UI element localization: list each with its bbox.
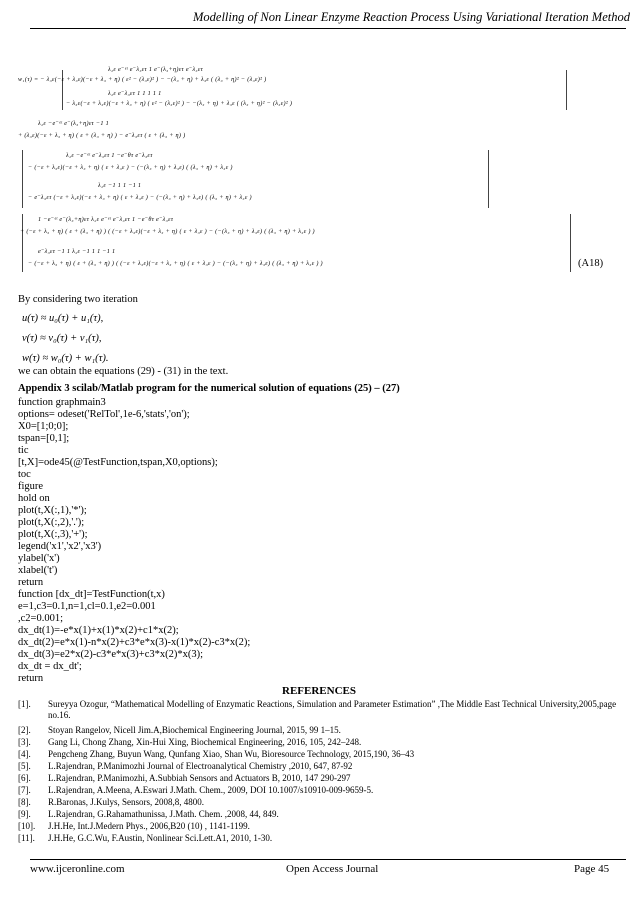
math-line: λ₂ε −e⁻ᵉᵗ e⁻λ₃ετ 1 −e⁻θτ e⁻λ₃ετ <box>66 152 153 159</box>
page-header-title: Modelling of Non Linear Enzyme Reaction Process Using Variational Iteration Method <box>193 10 630 24</box>
code-line: xlabel('t') <box>18 565 58 576</box>
bracket-right-2 <box>488 150 489 208</box>
reference-number: [6]. <box>18 773 31 783</box>
code-line: tic <box>18 445 29 456</box>
code-line: tspan=[0,1]; <box>18 433 70 444</box>
code-line: options= odeset('RelTol',1e-6,'stats','on'); <box>18 409 190 420</box>
equation-a18-block <box>18 64 574 276</box>
reference-text: L.Rajendran, G.Rahamathunissa, J.Math. Chem. ,2008, 44, 849. <box>48 809 279 819</box>
math-line: λ₂ε e⁻λ₃ετ 1 1 1 1 1 <box>108 90 162 97</box>
equation-w: w(τ) ≈ w₀(τ) + w₁(τ). <box>22 353 109 364</box>
reference-text: L.Rajendran, P.Manimozhi Journal of Electroanalytical Chemistry ,2010, 647, 87-92 <box>48 761 353 771</box>
reference-text: Gang Li, Chong Zhang, Xin-Hui Xing, Biochemical Engineering, 2016, 105, 242–248. <box>48 737 362 747</box>
equation-u: u(τ) ≈ u₀(τ) + u₁(τ), <box>22 313 104 324</box>
paragraph-text: we can obtain the equations (29) - (31) in the text. <box>18 366 229 377</box>
code-line: dx_dt(1)=-e*x(1)+x(1)*x(2)+c1*x(2); <box>18 625 179 636</box>
reference-number: [4]. <box>18 749 31 759</box>
paragraph-text: By considering two iteration <box>18 294 138 305</box>
math-line: − λ₃ε(−ε + λ₃ε)(−ε + λ₃ + η) ( ε² − (λ₃ε)² ) − −(λ₃ + η) + λ₃ε ( (λ₃ + η)² − (λ₃ε)² ) <box>66 100 293 107</box>
reference-text: J.H.He, Int.J.Medern Phys., 2006,B20 (10) , 1141-1199. <box>48 821 250 831</box>
reference-number: [8]. <box>18 797 31 807</box>
reference-text: J.H.He, G.C.Wu, F.Austin, Nonlinear Sci.Lett.A1, 2010, 1-30. <box>48 833 273 843</box>
math-line: λ₂ε −e⁻ᵉᵗ e⁻(λ₃+η)ετ −1 1 <box>38 120 110 127</box>
code-line: function graphmain3 <box>18 397 106 408</box>
math-line: − (−ε + λ₃ + η) ( ε + (λ₃ + η) ) ( (−ε + λ₃ε)(−ε + λ₃ + η) ( ε + λ₃ε ) − (−(λ₃ + η) + λ₃ε) ( (λ₃ + η) + λ₃ε ) ) <box>28 260 323 267</box>
code-line: hold on <box>18 493 50 504</box>
math-line: + (λ₃ε)(−ε + λ₃ + η) ( ε + (λ₃ + η) ) − e⁻λ₃ετ ( ε + (λ₃ + η) ) <box>18 132 186 139</box>
reference-text: Sureyya Ozogur, “Mathematical Modelling of Enzymatic Reactions, Simulation and Parameter Estimation” ,The Middle East Technical University,2005,page no.16. <box>48 699 617 720</box>
math-line: λ₂ε e⁻ᵉᵗ e⁻λ₃ετ 1 e⁻(λ₃+η)ετ e⁻λ₃ετ <box>108 66 204 73</box>
bracket-right-3 <box>570 214 571 272</box>
code-line: dx_dt = dx_dt'; <box>18 661 82 672</box>
code-line: plot(t,X(:,1),'*'); <box>18 505 87 516</box>
code-line: [t,X]=ode45(@TestFunction,tspan,X0,options); <box>18 457 218 468</box>
code-line: ,c2=0.001; <box>18 613 63 624</box>
code-line: return <box>18 577 44 588</box>
header-divider <box>30 28 626 29</box>
code-line: ylabel('x') <box>18 553 60 564</box>
reference-number: [10]. <box>18 821 36 831</box>
bracket-left-3 <box>22 214 23 272</box>
code-line: function [dx_dt]=TestFunction(t,x) <box>18 589 165 600</box>
bracket-left-2 <box>22 150 23 208</box>
reference-number: [1]. <box>18 699 31 709</box>
code-line: plot(t,X(:,2),'.'); <box>18 517 85 528</box>
math-line: e⁻λ₃ετ −1 1 λ₂ε −1 1 1 −1 1 <box>38 248 116 255</box>
reference-text: L.Rajendran, A.Meena, A.Eswari J.Math. Chem., 2009, DOI 10.1007/s10910-009-9659-5. <box>48 785 374 795</box>
footer-journal-name: Open Access Journal <box>286 863 379 875</box>
reference-number: [9]. <box>18 809 31 819</box>
equation-v: v(τ) ≈ v₀(τ) + v₁(τ), <box>22 333 102 344</box>
math-line: 1 −e⁻ᵉᵗ e⁻(λ₃+η)ετ λ₂ε e⁻ᵉᵗ e⁻λ₃ετ 1 −e⁻θτ e⁻λ₃ετ <box>38 216 174 223</box>
code-line: dx_dt(3)=e2*x(2)-c3*e*x(3)+c3*x(2)*x(3); <box>18 649 204 660</box>
math-line: w₁(τ) = − λ₃ε(−ε + λ₃ε)(−ε + λ₃ + η) ( ε² − (λ₃ε)² ) − −(λ₃ + η) + λ₃ε ( (λ₃ + η)² − (λ₃ε)² ) <box>18 76 267 83</box>
reference-number: [5]. <box>18 761 31 771</box>
footer-divider <box>30 859 626 860</box>
reference-text: Pengcheng Zhang, Buyun Wang, Qunfang Xiao, Shan Wu, Bioresource Technology, 2015,190, 36–43 <box>48 749 415 759</box>
code-line: return <box>18 673 44 684</box>
code-line: X0=[1;0;0]; <box>18 421 69 432</box>
code-line: dx_dt(2)=e*x(1)-n*x(2)+c3*e*x(3)-x(1)*x(2)-c3*x(2); <box>18 637 251 648</box>
appendix-heading: Appendix 3 scilab/Matlab program for the numerical solution of equations (25) – (27) <box>18 383 400 394</box>
reference-text: R.Baronas, J.Kulys, Sensors, 2008,8, 4800. <box>48 797 205 807</box>
reference-text: L.Rajendran, P.Manimozhi, A.Subbiah Sensors and Actuators B, 2010, 147 290-297 <box>48 773 351 783</box>
code-line: e=1,c3=0.1,n=1,cl=0.1,e2=0.001 <box>18 601 156 612</box>
reference-number: [11]. <box>18 833 35 843</box>
math-line: + (−ε + λ₃ + η) ( ε + (λ₃ + η) ) ( (−ε + λ₃ε)(−ε + λ₃ + η) ( ε + λ₃ε ) − (−(λ₃ + η) + λ₃ε) ( (λ₃ + η) + λ₃ε ) ) <box>20 228 315 235</box>
reference-number: [3]. <box>18 737 31 747</box>
code-line: figure <box>18 481 44 492</box>
math-line: λ₂ε −1 1 1 −1 1 <box>98 182 142 189</box>
reference-number: [2]. <box>18 725 31 735</box>
reference-number: [7]. <box>18 785 31 795</box>
footer-website-link[interactable]: www.ijceronline.com <box>30 863 125 875</box>
code-line: toc <box>18 469 31 480</box>
code-line: plot(t,X(:,3),'+'); <box>18 529 88 540</box>
references-heading: REFERENCES <box>282 685 356 697</box>
math-line: − e⁻λ₃ετ (−ε + λ₃ε)(−ε + λ₃ + η) ( ε + λ₃ε ) − (−(λ₃ + η) + λ₃ε) ( (λ₃ + η) + λ₃ε ) <box>28 194 252 201</box>
math-line: − (−ε + λ₃ε)(−ε + λ₃ + η) ( ε + λ₃ε ) − (−(λ₃ + η) + λ₃ε) ( (λ₃ + η) + λ₃ε ) <box>28 164 233 171</box>
reference-text: Stoyan Rangelov, Nicell Jim.A,Biochemical Engineering Journal, 2015, 99 1–15. <box>48 725 341 735</box>
equation-label: (A18) <box>578 258 604 269</box>
footer-page-number: Page 45 <box>574 863 610 875</box>
bracket-right-1 <box>566 70 567 110</box>
code-line: legend('x1','x2','x3') <box>18 541 102 552</box>
